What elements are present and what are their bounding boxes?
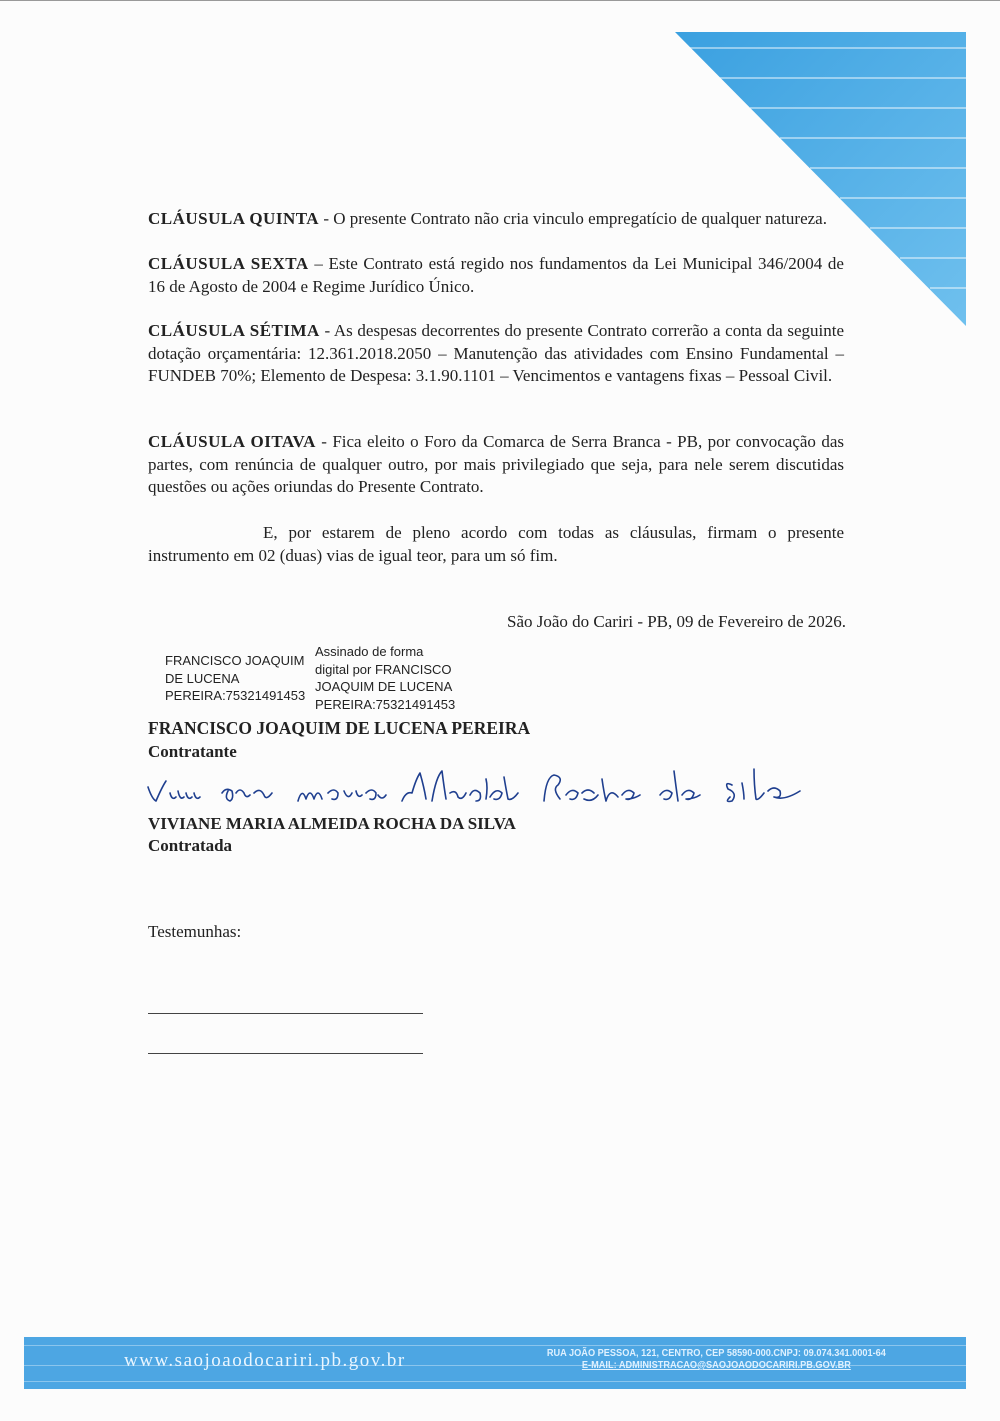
digital-signature-signer <box>165 652 315 705</box>
witness-signature-line <box>148 1013 423 1014</box>
clause-setima <box>148 320 844 388</box>
place-and-date: São João do Cariri - PB, 09 de Fevereiro de 2026. <box>507 612 846 631</box>
contratante-name: FRANCISCO JOAQUIM DE LUCENA PEREIRA <box>148 718 531 738</box>
clause-oitava <box>148 431 844 499</box>
note-line: JOAQUIM DE LUCENA <box>315 679 453 694</box>
signer-line: FRANCISCO JOAQUIM <box>165 653 305 668</box>
clause-heading: CLÁUSULA QUINTA <box>148 209 320 228</box>
footer-address-block <box>514 1348 919 1372</box>
note-line: PEREIRA:75321491453 <box>315 696 456 712</box>
footer-website: www.saojoaodocariri.pb.gov.br <box>124 1350 406 1371</box>
contratada-role: Contratada <box>148 836 233 855</box>
clause-heading: CLÁUSULA SÉTIMA <box>148 321 320 340</box>
closing-paragraph: E, por estarem de pleno acordo com todas as cláusulas, firmam o presente instrumento em 02 (duas) vias de igual teor, para um só fim. <box>148 523 844 565</box>
clause-text: – Este Contrato está regido nos fundamentos da Lei Municipal 346/2004 de 16 de Agosto de 2004 e Regime Jurídico Único. <box>148 254 844 296</box>
footer-bar <box>24 1337 966 1389</box>
clause-heading: CLÁUSULA SEXTA <box>148 254 309 273</box>
footer-email: E-MAIL: ADMINISTRACAO@SAOJOAODOCARIRI.PB.GOV.BR <box>581 1360 851 1371</box>
clause-text: - Fica eleito o Foro da Comarca de Serra Branca - PB, por convocação das partes, com renúncia de qualquer outro, por mais privilegiado que seja, para nele serem discutidas questões ou ações oriundas do Presente Contrato. <box>148 432 844 496</box>
clause-text: - O presente Contrato não cria vinculo empregatício de qualquer natureza. <box>319 209 827 228</box>
clause-heading: CLÁUSULA OITAVA <box>148 432 316 451</box>
footer-address: RUA JOÃO PESSOA, 121, CENTRO, CEP 58590-000.CNPJ: 09.074.341.0001-64 <box>546 1348 886 1359</box>
clause-sexta <box>148 253 844 298</box>
signer-line: PEREIRA:75321491453 <box>165 688 306 703</box>
clause-quinta <box>148 208 844 231</box>
witness-signature-line <box>148 1053 423 1054</box>
note-line: digital por FRANCISCO <box>315 661 452 677</box>
handwritten-signature <box>140 757 820 817</box>
note-line: Assinado de forma <box>315 644 424 659</box>
digital-signature-note <box>315 643 475 713</box>
contratante-role: Contratante <box>148 742 237 761</box>
signer-line: DE LUCENA <box>165 670 240 686</box>
contratada-name: VIVIANE MARIA ALMEIDA ROCHA DA SILVA <box>148 814 516 833</box>
witnesses-label: Testemunhas: <box>148 922 242 941</box>
clause-text: - As despesas decorrentes do presente Contrato correrão a conta da seguinte dotação orçamentária: 12.361.2018.2050 – Manutenção das atividades com Ensino Fundamental – FUNDEB 70%; Elemento de Despesa: 3.1.90.1101 – Vencimentos e vantagens fixas – Pessoal Civil. <box>148 321 844 385</box>
